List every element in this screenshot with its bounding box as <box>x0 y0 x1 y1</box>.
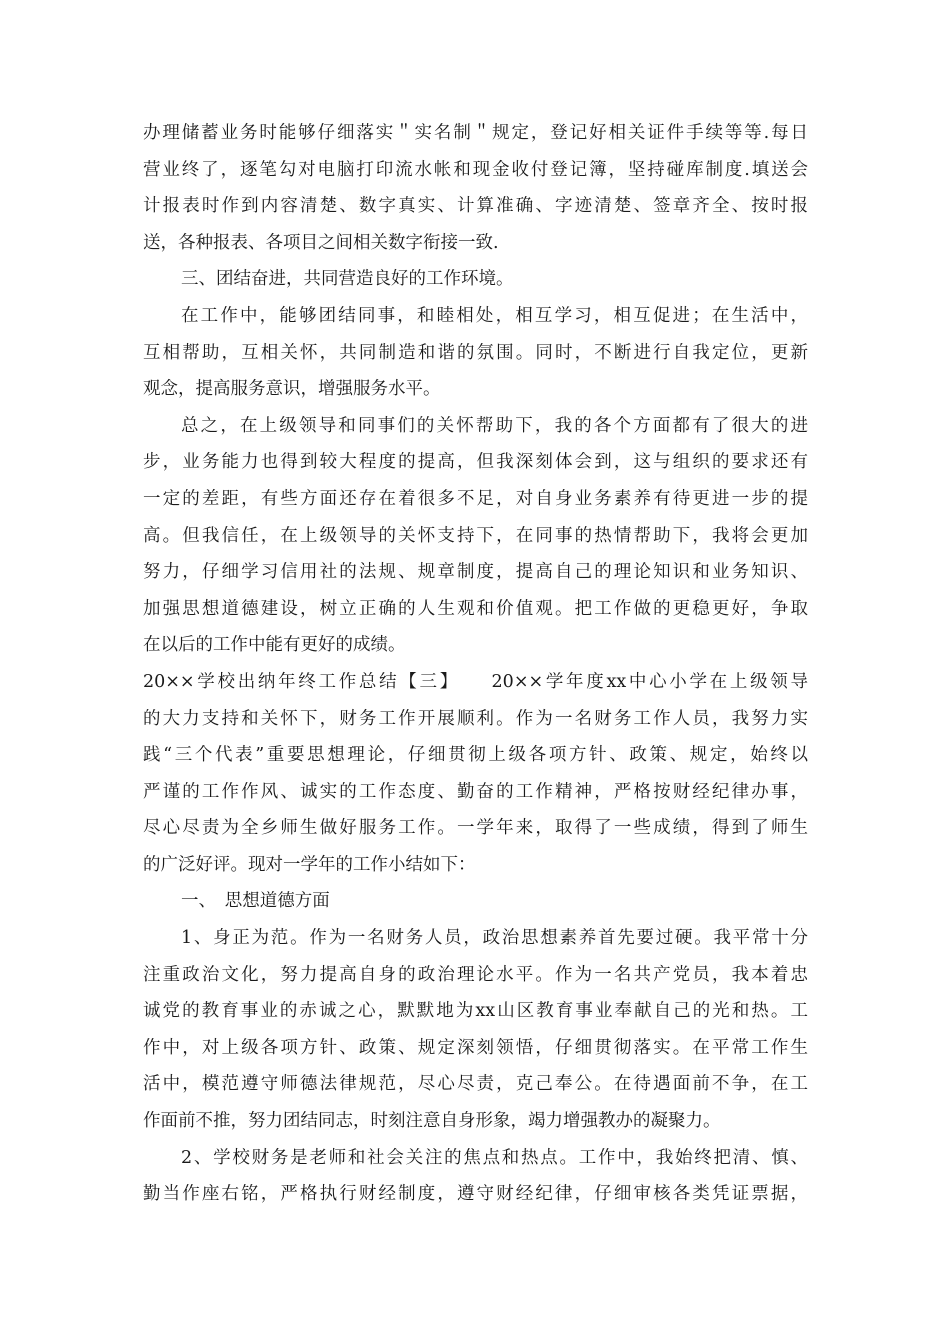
text-line: 营业终了，逐笔勾对电脑打印流水帐和现金收付登记簿，坚持碰库制度.填送会 <box>143 159 808 180</box>
document-body <box>143 115 808 1213</box>
text-line: 高。但我信任，在上级领导的关怀支持下，在同事的热情帮助下，我将会更加 <box>143 525 808 546</box>
text-line: 活中，模范遵守师德法律规范，尽心尽责，克己奉公。在待遇面前不争，在工 <box>143 1074 808 1095</box>
text-line: 努力，仔细学习信用社的法规、规章制度，提高自己的理论知识和业务知识、 <box>143 562 808 583</box>
text-line: 作中，对上级各项方针、政策、规定深刻领悟，仔细贯彻落实。在平常工作生 <box>143 1037 808 1058</box>
text-line: 在工作中，能够团结同事，和睦相处，相互学习，相互促进；在生活中， <box>181 305 808 326</box>
text-line: 总之，在上级领导和同事们的关怀帮助下，我的各个方面都有了很大的进 <box>181 415 808 436</box>
text-line: 践“三个代表”重要思想理论，仔细贯彻上级各项方针、政策、规定，始终以 <box>143 745 808 766</box>
text-line: 送，各种报表、各项目之间相关数字衔接一致. <box>143 232 499 253</box>
text-line: 三、团结奋进，共同营造良好的工作环境。 <box>181 269 514 290</box>
text-line: 诚党的教育事业的赤诚之心，默默地为xx山区教育事业奉献自己的光和热。工 <box>143 1001 808 1022</box>
text-line: 观念，提高服务意识，增强服务水平。 <box>143 379 441 400</box>
text-line: 计报表时作到内容清楚、数字真实、计算准确、字迹清楚、签章齐全、按时报 <box>143 196 808 217</box>
text-line: 一定的差距，有些方面还存在着很多不足，对自身业务素养有待更进一步的提 <box>143 488 808 509</box>
text-line: 的广泛好评。现对一学年的工作小结如下： <box>143 854 476 875</box>
text-line: 1、身正为范。作为一名财务人员，政治思想素养首先要过硬。我平常十分 <box>181 928 808 949</box>
text-line: 一、 思想道德方面 <box>181 891 330 912</box>
text-line: 的大力支持和关怀下，财务工作开展顺利。作为一名财务工作人员，我努力实 <box>143 708 808 729</box>
text-line: 勤当作座右铭，严格执行财经制度，遵守财经纪律，仔细审核各类凭证票据， <box>143 1184 808 1205</box>
text-line: 严谨的工作作风、诚实的工作态度、勤奋的工作精神，严格按财经纪律办事， <box>143 781 808 802</box>
text-line: 在以后的工作中能有更好的成绩。 <box>143 635 406 656</box>
text-line: 步，业务能力也得到较大程度的提高，但我深刻体会到，这与组织的要求还有 <box>143 452 808 473</box>
text-line: 办理储蓄业务时能够仔细落实＂实名制＂规定，登记好相关证件手续等等.每日 <box>143 123 808 143</box>
text-line: 注重政治文化，努力提高自身的政治理论水平。作为一名共产党员，我本着忠 <box>143 964 808 985</box>
text-line: 加强思想道德建设，树立正确的人生观和价值观。把工作做的更稳更好，争取 <box>143 598 808 619</box>
text-line: 作面前不推，努力团结同志，时刻注意自身形象，竭力增强教办的凝聚力。 <box>143 1111 721 1132</box>
text-line: 互相帮助，互相关怀，共同制造和谐的氛围。同时，不断进行自我定位，更新 <box>143 342 808 363</box>
text-line: 尽心尽责为全乡师生做好服务工作。一学年来，取得了一些成绩，得到了师生 <box>143 818 808 839</box>
text-line: 2、学校财务是老师和社会关注的焦点和热点。工作中，我始终把清、慎、 <box>181 1147 808 1168</box>
text-line: 20××学校出纳年终工作总结【三】 20××学年度xx中心小学在上级领导 <box>143 671 808 692</box>
